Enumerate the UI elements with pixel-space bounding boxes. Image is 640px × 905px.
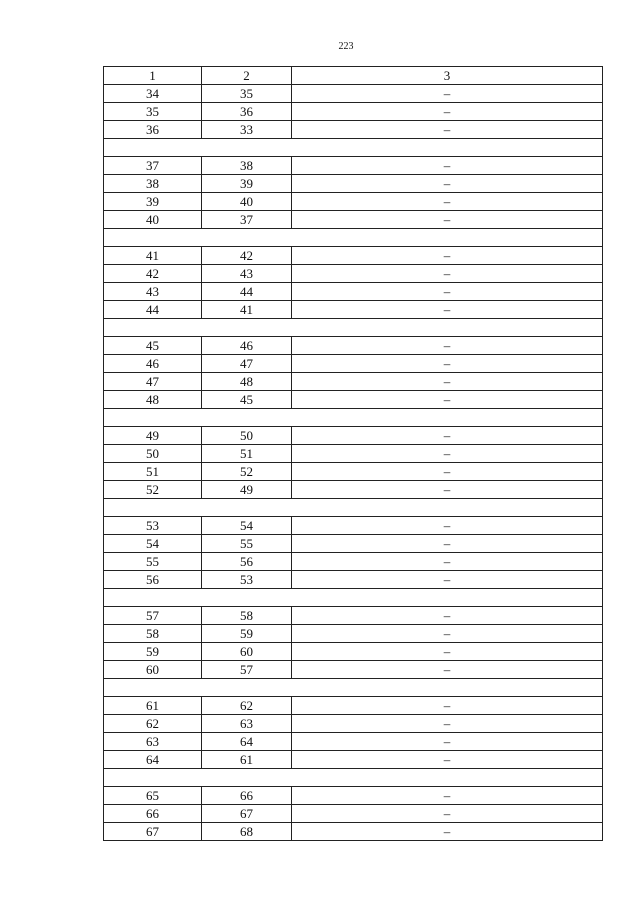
table-cell-col-2: 42 <box>202 247 292 265</box>
table-cell-col-1: 46 <box>104 355 202 373</box>
table-cell-col-1: 61 <box>104 697 202 715</box>
table-cell-col-3: – <box>292 733 603 751</box>
table-cell-col-1: 52 <box>104 481 202 499</box>
table-cell-col-1: 48 <box>104 391 202 409</box>
group-separator-row <box>104 679 603 697</box>
table-row <box>104 823 603 841</box>
table-cell-col-3: – <box>292 373 603 391</box>
table-cell-col-2: 52 <box>202 463 292 481</box>
table-cell-col-1: 39 <box>104 193 202 211</box>
table-row <box>104 247 603 265</box>
table-cell-col-2: 61 <box>202 751 292 769</box>
table-cell-col-2: 35 <box>202 85 292 103</box>
table-cell-col-1: 34 <box>104 85 202 103</box>
table-row <box>104 283 603 301</box>
separator-cell <box>104 679 603 697</box>
table-row <box>104 391 603 409</box>
table-cell-col-3: – <box>292 553 603 571</box>
table-cell-col-2: 57 <box>202 661 292 679</box>
table-cell-col-1: 35 <box>104 103 202 121</box>
table-cell-col-3: – <box>292 571 603 589</box>
group-separator-row <box>104 589 603 607</box>
table-cell-col-3: – <box>292 823 603 841</box>
table-cell-col-2: 37 <box>202 211 292 229</box>
table-cell-col-1: 57 <box>104 607 202 625</box>
table-cell-col-2: 54 <box>202 517 292 535</box>
table-row <box>104 625 603 643</box>
table-cell-col-1: 47 <box>104 373 202 391</box>
table-cell-col-3: – <box>292 247 603 265</box>
table-row <box>104 445 603 463</box>
table-cell-col-3: – <box>292 517 603 535</box>
table-row <box>104 571 603 589</box>
table-cell-col-1: 44 <box>104 301 202 319</box>
separator-cell <box>104 769 603 787</box>
table-cell-col-3: – <box>292 643 603 661</box>
group-separator-row <box>104 499 603 517</box>
table-cell-col-2: 64 <box>202 733 292 751</box>
table-cell-col-1: 51 <box>104 463 202 481</box>
table-cell-col-2: 39 <box>202 175 292 193</box>
table-cell-col-1: 63 <box>104 733 202 751</box>
table-cell-col-1: 43 <box>104 283 202 301</box>
table-cell-col-1: 41 <box>104 247 202 265</box>
table-cell-col-3: – <box>292 283 603 301</box>
table-cell-col-2: 41 <box>202 301 292 319</box>
table-row <box>104 481 603 499</box>
table-cell-col-1: 58 <box>104 625 202 643</box>
table-cell-col-2: 48 <box>202 373 292 391</box>
table-cell-col-2: 45 <box>202 391 292 409</box>
table-cell-col-3: – <box>292 697 603 715</box>
table-row <box>104 211 603 229</box>
table-row <box>104 121 603 139</box>
group-separator-row <box>104 769 603 787</box>
table-cell-col-1: 59 <box>104 643 202 661</box>
table-cell-col-3: – <box>292 751 603 769</box>
header-col-1: 1 <box>104 67 202 85</box>
table-cell-col-2: 68 <box>202 823 292 841</box>
table-cell-col-2: 56 <box>202 553 292 571</box>
separator-cell <box>104 319 603 337</box>
table-cell-col-2: 47 <box>202 355 292 373</box>
table-cell-col-2: 38 <box>202 157 292 175</box>
table-cell-col-1: 60 <box>104 661 202 679</box>
table-cell-col-3: – <box>292 193 603 211</box>
data-table <box>103 66 603 841</box>
table-cell-col-3: – <box>292 661 603 679</box>
table-cell-col-3: – <box>292 265 603 283</box>
table-cell-col-3: – <box>292 211 603 229</box>
table-body <box>104 85 603 841</box>
table-cell-col-2: 50 <box>202 427 292 445</box>
separator-cell <box>104 229 603 247</box>
table-cell-col-2: 46 <box>202 337 292 355</box>
table-cell-col-2: 55 <box>202 535 292 553</box>
table-cell-col-1: 54 <box>104 535 202 553</box>
table-row <box>104 787 603 805</box>
table-cell-col-3: – <box>292 103 603 121</box>
table-row <box>104 193 603 211</box>
table-cell-col-2: 36 <box>202 103 292 121</box>
table-cell-col-2: 40 <box>202 193 292 211</box>
table-cell-col-1: 45 <box>104 337 202 355</box>
table-cell-col-1: 65 <box>104 787 202 805</box>
table-cell-col-3: – <box>292 175 603 193</box>
table-cell-col-1: 56 <box>104 571 202 589</box>
table-row <box>104 517 603 535</box>
table-cell-col-3: – <box>292 301 603 319</box>
table-cell-col-1: 37 <box>104 157 202 175</box>
table-cell-col-1: 53 <box>104 517 202 535</box>
table-row <box>104 553 603 571</box>
table-cell-col-1: 50 <box>104 445 202 463</box>
table-cell-col-2: 62 <box>202 697 292 715</box>
separator-cell <box>104 139 603 157</box>
table-row <box>104 661 603 679</box>
table-row <box>104 85 603 103</box>
table-cell-col-2: 67 <box>202 805 292 823</box>
table-row <box>104 535 603 553</box>
table-cell-col-3: – <box>292 355 603 373</box>
table-cell-col-2: 59 <box>202 625 292 643</box>
table-cell-col-3: – <box>292 121 603 139</box>
table-cell-col-3: – <box>292 427 603 445</box>
table-row <box>104 103 603 121</box>
table-cell-col-2: 63 <box>202 715 292 733</box>
table-cell-col-3: – <box>292 715 603 733</box>
table-cell-col-3: – <box>292 481 603 499</box>
table-cell-col-2: 66 <box>202 787 292 805</box>
table-row <box>104 157 603 175</box>
table-cell-col-2: 51 <box>202 445 292 463</box>
table-row <box>104 265 603 283</box>
table-row <box>104 805 603 823</box>
table-row <box>104 301 603 319</box>
table-row <box>104 175 603 193</box>
table-cell-col-2: 60 <box>202 643 292 661</box>
table-cell-col-1: 62 <box>104 715 202 733</box>
table-cell-col-2: 49 <box>202 481 292 499</box>
table-cell-col-3: – <box>292 157 603 175</box>
separator-cell <box>104 589 603 607</box>
table-cell-col-3: – <box>292 607 603 625</box>
table-cell-col-1: 64 <box>104 751 202 769</box>
table-cell-col-3: – <box>292 787 603 805</box>
table-cell-col-1: 49 <box>104 427 202 445</box>
table-cell-col-3: – <box>292 805 603 823</box>
table-cell-col-1: 66 <box>104 805 202 823</box>
group-separator-row <box>104 319 603 337</box>
table-row <box>104 751 603 769</box>
header-row <box>104 67 603 85</box>
table-row <box>104 607 603 625</box>
table-row <box>104 355 603 373</box>
table-cell-col-3: – <box>292 445 603 463</box>
table-cell-col-1: 40 <box>104 211 202 229</box>
table-cell-col-3: – <box>292 535 603 553</box>
table-cell-col-3: – <box>292 85 603 103</box>
table-cell-col-1: 67 <box>104 823 202 841</box>
table-cell-col-2: 58 <box>202 607 292 625</box>
page-number: 223 <box>338 41 354 52</box>
table-cell-col-1: 42 <box>104 265 202 283</box>
separator-cell <box>104 409 603 427</box>
table-cell-col-1: 38 <box>104 175 202 193</box>
table-cell-col-2: 33 <box>202 121 292 139</box>
table-cell-col-3: – <box>292 337 603 355</box>
separator-cell <box>104 499 603 517</box>
table-row <box>104 427 603 445</box>
header-col-3: 3 <box>292 67 603 85</box>
table-row <box>104 643 603 661</box>
table-cell-col-2: 44 <box>202 283 292 301</box>
table-cell-col-1: 55 <box>104 553 202 571</box>
group-separator-row <box>104 409 603 427</box>
table-cell-col-1: 36 <box>104 121 202 139</box>
table-row <box>104 463 603 481</box>
table-cell-col-3: – <box>292 391 603 409</box>
group-separator-row <box>104 229 603 247</box>
table-cell-col-3: – <box>292 463 603 481</box>
table-row <box>104 373 603 391</box>
header-col-2: 2 <box>202 67 292 85</box>
group-separator-row <box>104 139 603 157</box>
table-row <box>104 715 603 733</box>
table-cell-col-2: 53 <box>202 571 292 589</box>
table-cell-col-2: 43 <box>202 265 292 283</box>
table-cell-col-3: – <box>292 625 603 643</box>
table-row <box>104 733 603 751</box>
table-row <box>104 337 603 355</box>
table-row <box>104 697 603 715</box>
